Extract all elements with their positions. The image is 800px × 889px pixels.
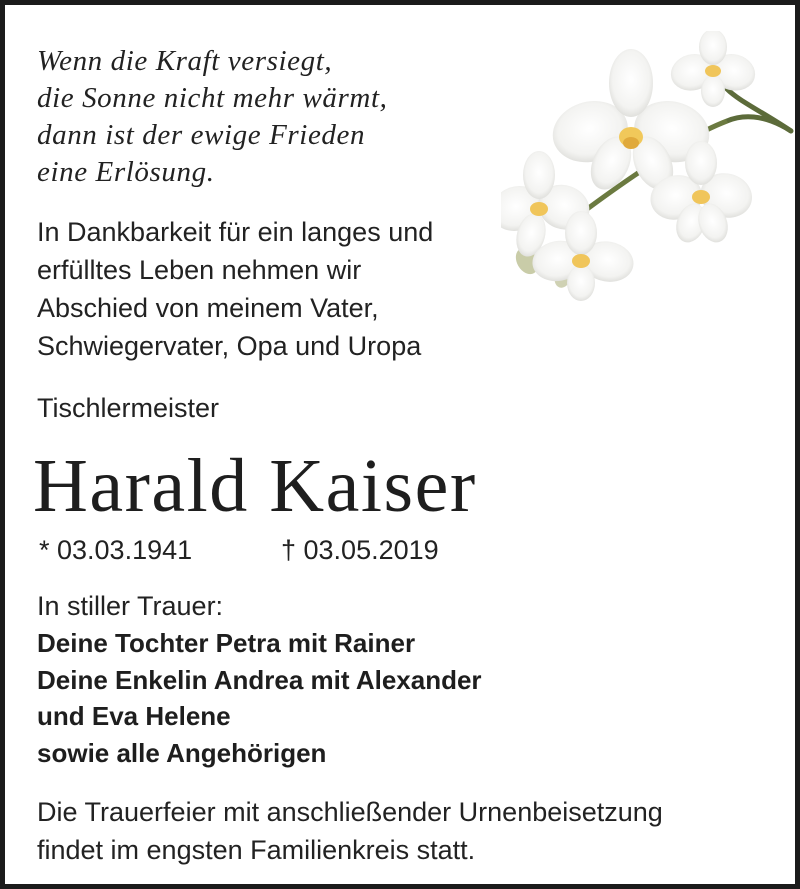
orchid-icon [501,31,797,303]
note-line: Die Trauerfeier mit anschließender Urnenbeisetzung [37,797,663,827]
poem-line: die Sonne nicht mehr wärmt, [37,82,388,114]
death-date: † 03.05.2019 [281,535,439,565]
mourner-line: und Eva Helene [37,701,231,731]
poem-line: eine Erlösung. [37,156,215,188]
intro-line: In Dankbarkeit für ein langes und [37,217,434,247]
mourning-label: In stiller Trauer: [37,591,224,621]
mourner-line: Deine Enkelin Andrea mit Alexander [37,664,482,695]
mourners-list [37,625,482,771]
funeral-note [37,793,663,869]
poem-line: dann ist der ewige Frieden [37,119,366,151]
mourner-line: Deine Tochter Petra mit Rainer [37,628,416,658]
intro-line: Schwiegervater, Opa und Uropa [37,331,422,361]
mourner-line: sowie alle Angehörigen [37,737,327,768]
intro-line: erfülltes Leben nehmen wir [37,255,362,285]
deceased-profession: Tischlermeister [37,393,220,423]
birth-date: * 03.03.1941 [39,535,193,565]
intro-line: Abschied von meinem Vater, [37,293,379,323]
note-line: findet im engsten Familienkreis statt. [37,835,476,865]
poem-line: Wenn die Kraft versiegt, [37,45,333,77]
deceased-name: Harald Kaiser [33,444,477,528]
poem-verse [37,43,387,191]
intro-text [37,213,433,365]
